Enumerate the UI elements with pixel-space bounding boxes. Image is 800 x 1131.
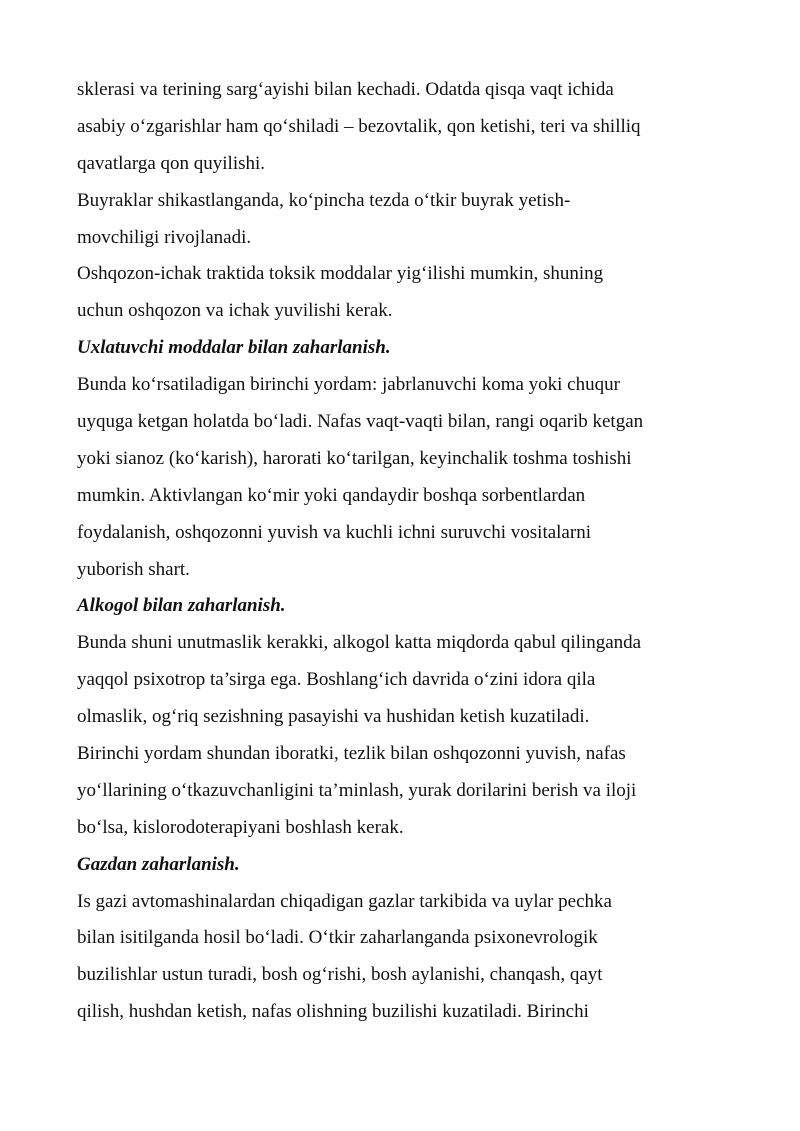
text-line: uchun oshqozon va ichak yuvilishi kerak. <box>77 300 393 322</box>
text-line: mumkin. Aktivlangan ko‘mir yoki qandaydir boshqa sorbentlardan <box>77 484 586 506</box>
text-line: Bunda shuni unutmaslik kerakki, alkogol katta miqdorda qabul qilinganda <box>77 632 642 654</box>
text-line: movchiligi rivojlanadi. <box>77 226 252 248</box>
text-line: yoki sianoz (ko‘karish), harorati ko‘tarilgan, keyinchalik toshma toshishi <box>77 447 632 469</box>
text-line: Oshqozon-ichak traktida toksik moddalar yig‘ilishi mumkin, shuning <box>77 263 604 285</box>
text-line: Bunda ko‘rsatiladigan birinchi yordam: jabrlanuvchi koma yoki chuqur <box>77 374 620 396</box>
text-line: qilish, hushdan ketish, nafas olishning buzilishi kuzatiladi. Birinchi <box>77 1001 589 1023</box>
text-line: yaqqol psixotrop ta’sirga ega. Boshlang‘ich davrida o‘zini idora qila <box>77 669 596 691</box>
document-body <box>77 72 727 1031</box>
text-line: bo‘lsa, kislorodoterapiyani boshlash kerak. <box>77 816 404 838</box>
text-line: yuborish shart. <box>77 558 190 580</box>
section-heading: Gazdan zaharlanish. <box>77 853 240 875</box>
text-line: Birinchi yordam shundan iboratki, tezlik bilan oshqozonni yuvish, nafas <box>77 743 626 765</box>
text-line: sklerasi va terining sarg‘ayishi bilan kechadi. Odatda qisqa vaqt ichida <box>77 79 614 100</box>
text-line: yo‘llarining o‘tkazuvchanligini ta’minlash, yurak dorilarini berish va iloji <box>77 779 637 801</box>
text-line: foydalanish, oshqozonni yuvish va kuchli ichni suruvchi vositalarni <box>77 521 591 543</box>
text-line: bilan isitilganda hosil bo‘ladi. O‘tkir zaharlanganda psixonevrologik <box>77 927 598 949</box>
text-line: olmaslik, og‘riq sezishning pasayishi va hushidan ketish kuzatiladi. <box>77 706 590 728</box>
text-line: asabiy o‘zgarishlar ham qo‘shiladi – bezovtalik, qon ketishi, teri va shilliq <box>77 115 641 137</box>
section-heading: Alkogol bilan zaharlanish. <box>77 595 286 617</box>
text-line: uyquga ketgan holatda bo‘ladi. Nafas vaqt-vaqti bilan, rangi oqarib ketgan <box>77 411 644 433</box>
text-line: buzilishlar ustun turadi, bosh og‘rishi, bosh aylanishi, chanqash, qayt <box>77 964 603 986</box>
section-heading: Uxlatuvchi moddalar bilan zaharlanish. <box>77 337 391 359</box>
text-line: qavatlarga qon quyilishi. <box>77 152 266 174</box>
text-line: Is gazi avtomashinalardan chiqadigan gazlar tarkibida va uylar pechka <box>77 890 612 912</box>
text-line: Buyraklar shikastlanganda, ko‘pincha tezda o‘tkir buyrak yetish- <box>77 189 571 211</box>
